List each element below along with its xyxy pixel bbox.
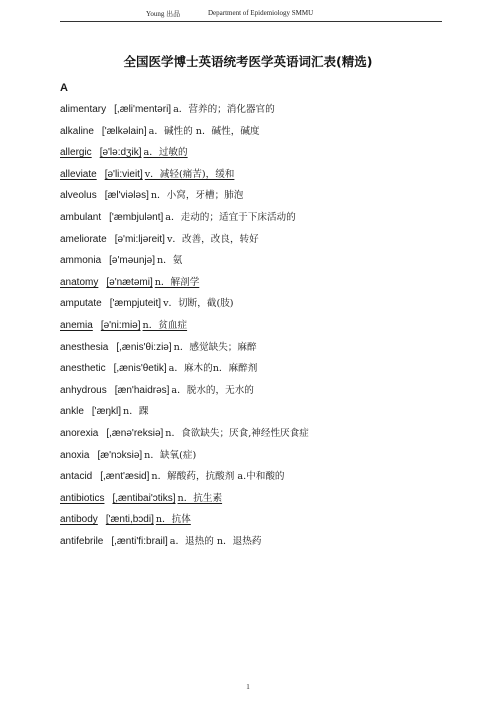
vocab-definition: a．麻木的n．麻醉剂	[168, 363, 258, 375]
vocab-entry	[60, 189, 460, 211]
vocab-definition: a．脱水的，无水的	[171, 384, 254, 396]
vocab-definition: a．过敏的	[143, 147, 188, 159]
vocab-word: ameliorate	[60, 233, 107, 245]
vocab-pronunciation: [,æli'mentəri]	[114, 104, 172, 115]
vocab-word: anoxia	[60, 449, 90, 461]
vocab-definition: a．碱性的 n．碱性，碱度	[148, 125, 260, 137]
vocab-entry	[60, 254, 460, 276]
vocab-definition: n．食欲缺失；厌食,神经性厌食症	[165, 427, 309, 439]
vocab-pronunciation: ['ælkəlain]	[101, 125, 147, 137]
vocab-entry	[60, 211, 460, 233]
vocab-entry	[60, 125, 460, 147]
vocab-definition: n．缺氧(症)	[144, 449, 197, 461]
vocab-word: allergic	[60, 147, 92, 159]
vocab-pronunciation: [æ'nɔksiə]	[97, 449, 143, 461]
vocab-definition: a．退热的 n．退热药	[169, 535, 262, 547]
vocab-entry	[60, 470, 460, 492]
vocab-word: anemia	[60, 319, 93, 331]
vocab-entry	[60, 168, 460, 190]
vocab-entry	[60, 384, 460, 406]
vocab-definition: n．抗体	[155, 514, 191, 526]
vocab-pronunciation: ['æmbjulənt]	[109, 211, 164, 223]
vocab-word: alveolus	[60, 190, 97, 202]
vocab-definition: v．切断，截(肢)	[163, 298, 234, 310]
vocab-pronunciation: [ə'ni:miə]	[100, 319, 141, 331]
vocab-entry	[60, 341, 460, 363]
header-department: Department of Epidemiology SMMU	[208, 9, 314, 17]
vocab-pronunciation: ['æŋkl]	[91, 406, 122, 418]
vocab-definition: a．营养的；消化器官的	[173, 104, 275, 115]
vocab-definition: a．走动的；适宜于下床活动的	[165, 211, 296, 223]
page-number: 1	[246, 683, 250, 691]
vocab-pronunciation: [,ænt'æsid]	[100, 471, 150, 483]
vocab-pronunciation: ['ænti,bɔdi]	[105, 514, 154, 526]
document-title: 全国医学博士英语统考医学英语词汇表(精选)	[123, 54, 373, 69]
vocab-definition: v．减轻(痛苦)，缓和	[144, 168, 235, 180]
vocab-definition: n．抗生素	[177, 492, 223, 504]
vocab-pronunciation: [,ænis'θi:ziə]	[116, 341, 172, 353]
vocab-pronunciation: [æl'viələs]	[104, 190, 149, 202]
vocab-definition: n．感觉缺失；麻醉	[173, 341, 257, 353]
vocab-word: anatomy	[60, 276, 99, 288]
vocab-definition: n．氨	[156, 255, 183, 267]
vocab-entry	[60, 297, 460, 319]
vocab-word: alimentary	[60, 104, 107, 115]
header-author: Young 出品	[146, 10, 181, 18]
vocab-word: antibiotics	[60, 492, 105, 504]
vocab-entry	[60, 492, 460, 514]
vocab-entry	[60, 276, 460, 298]
vocab-word: alleviate	[60, 168, 97, 180]
vocab-entry	[60, 405, 460, 427]
vocab-word: anesthetic	[60, 363, 106, 375]
vocab-word: anhydrous	[60, 384, 107, 396]
vocab-pronunciation: [æn'haidrəs]	[114, 384, 170, 396]
vocab-word: amputate	[60, 298, 102, 310]
vocab-definition: n．解剖学	[154, 276, 200, 288]
vocab-definition: n．踝	[123, 406, 149, 418]
vocab-word: antacid	[60, 471, 93, 483]
vocab-entry	[60, 427, 460, 449]
vocab-word: alkaline	[60, 125, 94, 137]
vocab-entry	[60, 146, 460, 168]
vocab-pronunciation: [,ænə'reksiə]	[106, 427, 164, 439]
vocab-pronunciation: ['æmpjuteit]	[109, 298, 162, 310]
vocab-definition: v．改善，改良，转好	[166, 233, 259, 245]
vocab-entry	[60, 103, 460, 125]
vocab-word: ankle	[60, 406, 84, 418]
vocab-word: ambulant	[60, 211, 102, 223]
section-letter: A	[60, 82, 68, 94]
vocab-word: anesthesia	[60, 341, 109, 353]
vocab-pronunciation: [,æntibai'ɔtiks]	[112, 492, 176, 504]
header-divider	[60, 21, 442, 22]
vocab-definition: n．小窝，牙槽；肺泡	[150, 190, 244, 202]
vocab-word: ammonia	[60, 255, 102, 267]
vocab-pronunciation: [ə'nætəmi]	[106, 276, 153, 288]
vocab-definition: n．贫血症	[142, 319, 188, 331]
vocab-word: antifebrile	[60, 535, 104, 547]
vocab-entry	[60, 362, 460, 384]
vocab-definition: n．解酸药，抗酸剂 a.中和酸的	[151, 471, 285, 483]
vocab-pronunciation: [,ænis'θetik]	[113, 363, 167, 375]
vocab-pronunciation: [ə'mi:ljəreit]	[114, 233, 165, 245]
vocab-entry	[60, 233, 460, 255]
vocab-pronunciation: [,ænti'fi:brail]	[111, 535, 168, 547]
vocab-word: antibody	[60, 514, 98, 526]
vocab-word: anorexia	[60, 427, 99, 439]
vocab-pronunciation: [ə'lə:dʒik]	[99, 147, 142, 159]
vocab-entry	[60, 449, 460, 471]
vocab-entry	[60, 513, 460, 535]
vocab-pronunciation: [ə'li:vieit]	[104, 168, 143, 180]
vocab-pronunciation: [ə'məunjə]	[109, 255, 155, 267]
vocab-entry	[60, 535, 460, 557]
vocabulary-list	[60, 103, 460, 556]
vocab-entry	[60, 319, 460, 341]
